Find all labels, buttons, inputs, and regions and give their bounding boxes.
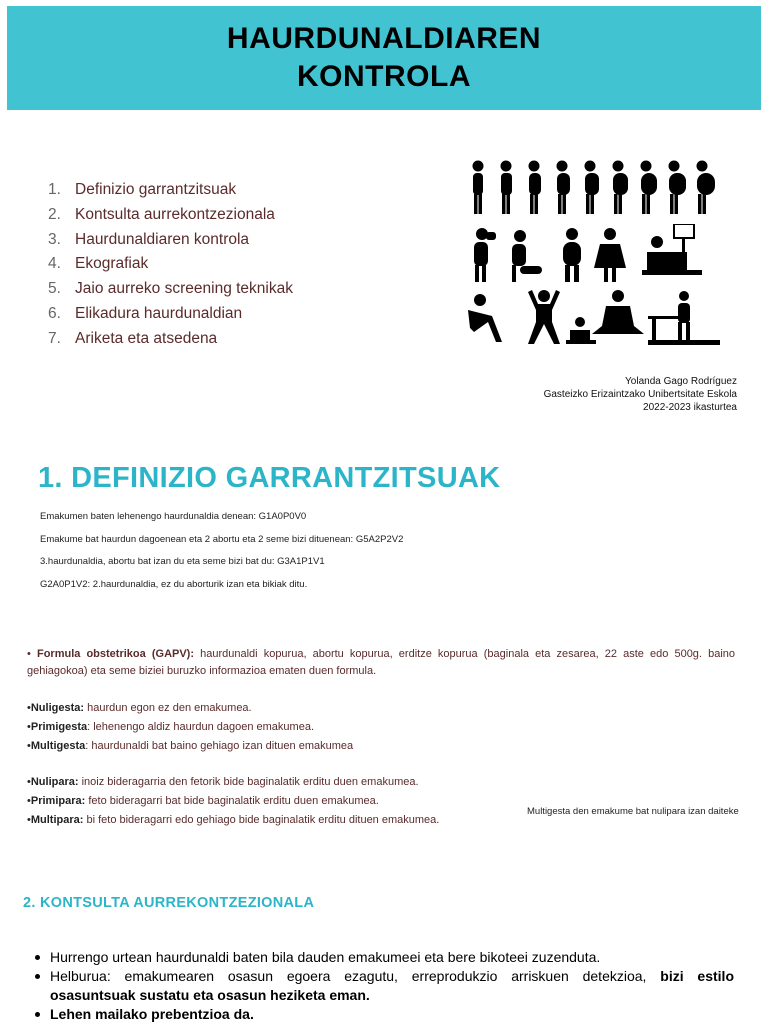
- page-title: [7, 6, 761, 96]
- term-text: inoiz bideragarria den fetorik bide baginalatik erditu duen emakumea.: [78, 776, 419, 788]
- toc-number: 5.: [48, 280, 61, 298]
- term-text: haurdunaldi kopurua, abortu kopurua, erditze kopurua (baginala eta zesarea, 22 aste edo 500g. baino gehiagokoa) eta seme biziei buruzko informazioa ematen duen formula.: [27, 648, 735, 677]
- formula-definition: [27, 646, 735, 680]
- toc-number: 1.: [48, 181, 61, 198]
- bullet-bold-text: Lehen mailako prebentzioa da.: [50, 1006, 254, 1022]
- bullet: •: [27, 702, 31, 714]
- list-item: [27, 773, 439, 792]
- example-line: 3.haurdunaldia, abortu bat izan du eta seme bizi bat du: G3A1P1V1: [40, 556, 325, 567]
- toc-label: Ariketa eta atsedena: [75, 329, 218, 347]
- toc-number: 2.: [48, 205, 61, 223]
- para-terms: [27, 773, 439, 830]
- toc-item: [48, 277, 293, 302]
- bullet: •: [27, 740, 31, 752]
- toc-item: [48, 178, 293, 203]
- title-banner: [7, 6, 761, 110]
- toc-number: 7.: [48, 329, 61, 347]
- list-item: [27, 792, 439, 811]
- care-icon: [462, 224, 720, 284]
- section-2-bullets: [34, 948, 734, 1024]
- list-item: [27, 718, 353, 737]
- pregnancy-illustration: [462, 160, 722, 352]
- term: Formula obstetrikoa (GAPV):: [36, 648, 195, 660]
- table-of-contents: [48, 178, 293, 352]
- toc-item: [48, 203, 293, 228]
- example-line: G2A0P1V2: 2.haurdunaldia, ez du aborturik izan eta bikiak ditu.: [40, 578, 308, 590]
- term-text: haurdun egon ez den emakumea.: [84, 702, 252, 714]
- exercise-icon: [462, 288, 720, 350]
- title-line-2: KONTROLA: [297, 60, 471, 93]
- section-1-title: 1. DEFINIZIO GARRANTZITSUAK: [38, 462, 501, 494]
- bullet-bold-text: bizi estilo osasuntsuak sustatu eta osasun heziketa eman.: [50, 968, 734, 1003]
- definition-examples: [40, 510, 403, 600]
- toc-item: [48, 302, 293, 327]
- bullet: •: [27, 795, 31, 807]
- author-year: 2022-2023 ikasturtea: [643, 402, 737, 413]
- example-line: Emakumen baten lehenengo haurdunaldia denean: G1A0P0V0: [40, 511, 307, 522]
- term-text: : lehenengo aldiz haurdun dagoen emakumea.: [87, 721, 315, 733]
- toc-label: Kontsulta aurrekontzezionala: [75, 205, 275, 223]
- term: Multipara:: [30, 814, 84, 826]
- toc-number: 3.: [48, 230, 61, 248]
- term: Primipara:: [30, 795, 86, 807]
- gesta-terms: [27, 699, 353, 756]
- toc-label: Definizio garrantzitsuak: [75, 181, 237, 198]
- pregnancy-stages-icon: [462, 160, 720, 216]
- list-item: [34, 948, 734, 967]
- toc-label: Ekografiak: [75, 255, 149, 273]
- bullet: •: [27, 776, 31, 788]
- term-text: bi feto bideragarri edo gehiago bide baginalatik erditu dituen emakumea.: [83, 814, 440, 826]
- section-2-title: 2. KONTSULTA AURREKONTZEZIONALA: [23, 895, 315, 911]
- bullet: •: [27, 721, 31, 733]
- term: Primigesta: [30, 721, 88, 733]
- example-line: Emakume bat haurdun dagoenean eta 2 abortu eta 2 seme bizi dituenean: G5A2P2V2: [40, 533, 404, 545]
- list-item: [27, 737, 353, 756]
- list-item: [27, 699, 353, 718]
- side-note: Multigesta den emakume bat nulipara izan daiteke: [527, 806, 739, 817]
- term: Multigesta: [30, 740, 86, 752]
- toc-label: Elikadura haurdunaldian: [75, 304, 243, 322]
- list-item: [34, 967, 734, 1005]
- toc-number: 4.: [48, 255, 61, 273]
- toc-item: [48, 327, 293, 352]
- author-school: Gasteizko Erizaintzako Unibertsitate Eskola: [543, 389, 737, 400]
- author-name: Yolanda Gago Rodríguez: [625, 376, 737, 387]
- toc-label: Haurdunaldiaren kontrola: [75, 230, 250, 248]
- toc-item: [48, 228, 293, 253]
- bullet-text: Hurrengo urtean haurdunaldi baten bila dauden emakumeei eta bere bikoteei zuzenduta.: [50, 949, 601, 965]
- term: Nulipara:: [30, 776, 79, 788]
- term: Nuligesta:: [30, 702, 85, 714]
- toc-item: [48, 252, 293, 277]
- term-text: : haurdunaldi bat baino gehiago izan dituen emakumea: [85, 740, 354, 752]
- term-text: feto bideragarri bat bide baginalatik erditu duen emakumea.: [85, 795, 379, 807]
- toc-label: Jaio aurreko screening teknikak: [75, 280, 293, 298]
- author-info: [544, 375, 737, 414]
- bullet: •: [27, 814, 31, 826]
- list-item: [27, 811, 439, 830]
- bullet: •: [27, 648, 31, 660]
- bullet-text: Helburua: emakumearen osasun egoera ezagutu, erreprodukzio arriskuen detekzioa,: [50, 968, 661, 984]
- title-line-1: HAURDUNALDIAREN: [226, 22, 542, 55]
- toc-number: 6.: [48, 304, 61, 322]
- list-item: [34, 1005, 734, 1024]
